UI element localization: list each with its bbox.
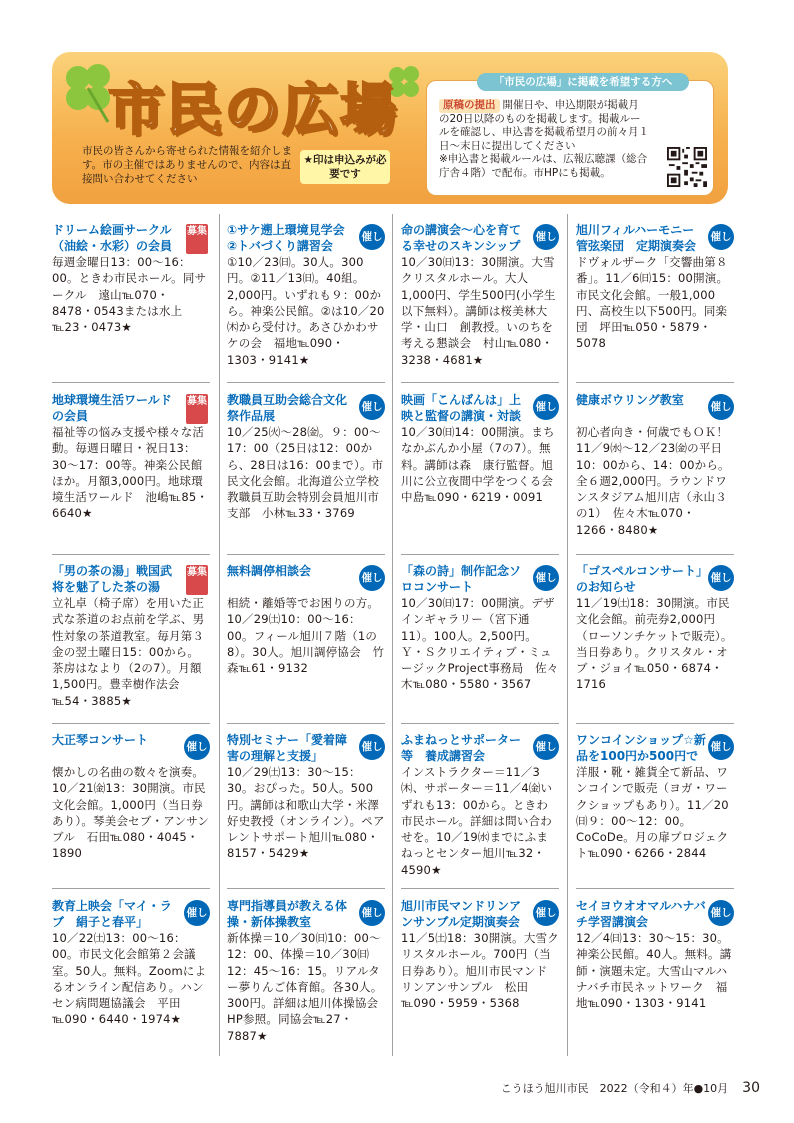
intro-text: 市民の皆さんから寄せられた情報を紹介します。市の主催ではありませんので、内容は直接問い合わせてください <box>82 145 292 185</box>
listing-title: 地球環境生活ワールドの会員 <box>52 393 172 423</box>
listing-item <box>576 392 734 538</box>
row-divider <box>576 382 734 383</box>
listing-item <box>52 732 210 862</box>
listing-body: 11／19㈯18：30開演。市民文化会館。前売券2,000円（ローソンチケットで販売）。当日券あり。クリスタル・オブ・ジョイ℡050・6874・1716 <box>576 596 733 692</box>
listing-item <box>52 898 210 1028</box>
event-badge: 催し <box>533 224 559 250</box>
listing-title: 「ゴスペルコンサート」のお知らせ <box>576 564 703 594</box>
event-badge: 催し <box>359 900 385 926</box>
column-divider <box>567 214 568 1056</box>
listing-title: 無料調停相談会 <box>227 564 312 578</box>
column-divider <box>219 214 220 1056</box>
listing-item <box>52 563 210 709</box>
submission-info-heading: 「市民の広場」に掲載を希望する方へ <box>477 73 689 91</box>
event-badge: 催し <box>533 734 559 760</box>
event-badge: 催し <box>708 394 734 420</box>
row-divider <box>401 888 559 889</box>
listing-item <box>227 222 385 368</box>
listing-item <box>401 392 565 505</box>
listing-item <box>401 563 559 693</box>
header-banner <box>52 52 728 204</box>
listing-body: 初心者向き・何歳でもＯＫ！11／9㈬～12／23㈮の平日10：00から、14：00から。全６週2,000円。ラウンドワンスタジアム旭川店（永山３の1） 佐々木℡070・1266・8480★ <box>576 425 730 537</box>
listing-body: 10／30㈰13：30開演。大雪クリスタルホール。大人1,000円、学生500円(小学生以下無料）。講師は桜美林大学・山口 創教授。いのちを考える懇談会 村山℡080・3238・4681★ <box>401 255 556 367</box>
row-divider <box>576 888 734 889</box>
listing-title: 命の講演会～心を育てる幸せのスキンシップ <box>401 223 522 253</box>
event-badge: 催し <box>708 900 734 926</box>
listing-title: 「森の詩」制作記念ソロコンサート <box>401 564 522 594</box>
listing-body: 相続・離婚等でお困りの方。10／29㈯10：00～16：00。フィール旭川７階（1の8）。30人。旭川調停協会 竹森℡61・9132 <box>227 596 385 676</box>
row-divider <box>52 723 210 724</box>
event-badge: 催し <box>533 565 559 591</box>
column-divider <box>392 214 393 1056</box>
listing-body: 新体操＝10／30㈰10：00～12：00、体操＝10／30㈰12：45～16：15。リアルター夢りんご体育館。各30人。300円。詳細は旭川体操協会HP参照。同協会℡27・7887★ <box>227 931 383 1043</box>
recruit-badge: 募集 <box>186 565 208 595</box>
row-divider <box>52 554 210 555</box>
listing-item <box>227 563 385 676</box>
page-footer <box>501 1080 760 1096</box>
listing-title: 専門指導員が教える体操・新体操教室 <box>227 899 348 929</box>
page-number: 30 <box>742 1080 760 1096</box>
listing-title: 旭川フィルハーモニー管弦楽団 定期演奏会 <box>576 223 697 253</box>
listing-item <box>52 392 210 522</box>
row-divider <box>576 554 734 555</box>
listing-body: ①10／23㈰。30人。300円。②11／13㈰。40組。2,000円。いずれも９：00から。神楽公民館。②は10／20㈭から受付け。あさひかわサケの会 福地℡090・1303・9141★ <box>227 255 385 367</box>
publication-info: こうほう旭川市民 2022（令和４）年●10月 <box>500 1082 729 1095</box>
event-badge: 催し <box>184 734 210 760</box>
listing-body: インストラクター＝11／3㈭、サポーター＝11／4㈮いずれも13：00から。ときわ市民ホール。詳細は問い合わせを。10／19㈬までにふまねっとセンター旭川℡32・4590★ <box>401 765 553 877</box>
listing-item <box>227 732 385 862</box>
event-badge: 催し <box>184 900 210 926</box>
listing-body: 福祉等の悩み支援や様々な活動。毎週日曜日・祝日13：30～17：00等。神楽公民館ほか。月額3,000円。地球環境生活ワールド 池嶋℡85・6640★ <box>52 425 209 521</box>
listing-title: 特別セミナー「愛着障害の理解と支援」 <box>227 733 348 763</box>
submission-note: ※申込書と掲載ルールは、広報広聴課（総合庁舎４階）で配布。市HPにも掲載。 <box>439 153 648 179</box>
event-badge: 催し <box>533 394 559 420</box>
listing-body: 10／29㈯13：30～15：30。おぴった。50人。500円。講師は和歌山大学・米澤好史教授（オンライン）。ペアレントサポート旭川℡080・8157・5429★ <box>227 765 385 861</box>
row-divider <box>227 723 385 724</box>
listing-title: 健康ボウリング教室 <box>576 393 684 407</box>
event-badge: 催し <box>708 224 734 250</box>
submission-info-text <box>439 99 649 180</box>
listing-body: 懐かしの名曲の数々を演奏。10／21㈮13：30開演。市民文化会館。1,000円（当日券あり）。琴美会セブ・アンサンブル 石田℡080・4045・1890 <box>52 765 210 861</box>
page-title: 市民の広場 <box>108 78 398 143</box>
row-divider <box>227 888 385 889</box>
listing-item <box>401 732 559 878</box>
row-divider <box>401 723 559 724</box>
listing-title: 教職員互助会総合文化祭作品展 <box>227 393 348 423</box>
listing-body: 立礼卓（椅子席）を用いた正式な茶道のお点前を学ぶ、男性対象の茶道教室。毎月第３金の翌土曜日15：00から。茶房はなより（2の7）。月額1,500円。豊幸樹作法会℡54・3885★ <box>52 596 205 708</box>
listing-body: 10／30㈰17：00開演。デザインギャラリー（宮下通11）。100人。2,500円。Ｙ・Ｓクリエイティブ・ミュージックProject事務局 佐々木℡080・5580・3567 <box>401 596 559 692</box>
listing-title: 大正琴コンサート <box>52 733 149 747</box>
reservation-note: ★印は申込みが必要です <box>300 150 390 184</box>
listing-body: 10／30㈰14：00開演。まちなかぶんか小屋（7の7）。無料。講師は森 康行監督。旭川に公立夜間中学をつくる会 中島℡090・6219・0091 <box>401 425 565 505</box>
listing-item <box>401 222 559 368</box>
listing-title: ドリーム絵画サークル（油絵・水彩）の会員 <box>52 223 173 253</box>
submission-body: 開催日や、申込期限が掲載月の20日以降のものを掲載します。掲載ルールを確認し、申込書を掲載希望月の前々月１日～末日に提出してください <box>439 99 649 152</box>
listing-title: ①サケ遡上環境見学会 ②トバづくり講習会 <box>227 223 357 253</box>
listing-item <box>52 222 210 335</box>
listing-title: ワンコインショップ☆新品を100円か500円で <box>576 733 706 763</box>
event-badge: 催し <box>359 394 385 420</box>
row-divider <box>52 888 210 889</box>
listing-item <box>576 732 734 862</box>
row-divider <box>576 723 734 724</box>
listing-body: 10／22㈯13：00～16：00。市民文化会館第２会議室。50人。無料。Zoomによるオンライン配信あり。ハンセン病問題協議会 平田℡090・6440・1974★ <box>52 931 207 1027</box>
listing-item <box>576 222 734 352</box>
listing-body: 12／4㈰13：30～15：30。神楽公民館。40人。無料。講師・演題未定。大雪山マルハナバチ市民ネットワーク 福地℡090・1303・9141 <box>576 931 732 1011</box>
listing-title: ふまねっとサポーター等 養成講習会 <box>401 733 522 763</box>
event-badge: 催し <box>708 734 734 760</box>
row-divider <box>227 382 385 383</box>
submission-tag: 原稿の提出 <box>439 99 500 113</box>
event-badge: 催し <box>359 734 385 760</box>
listing-title: セイヨウオオマルハナバチ学習講演会 <box>576 899 706 929</box>
row-divider <box>401 554 559 555</box>
recruit-badge: 募集 <box>186 394 208 424</box>
event-badge: 催し <box>533 900 559 926</box>
listing-title: 旭川市民マンドリンアンサンブル定期演奏会 <box>401 899 522 929</box>
row-divider <box>52 382 210 383</box>
listing-body: 毎週金曜日13：00～16：00。ときわ市民ホール。同サークル 遠山℡070・8478・0543または水上℡23・0473★ <box>52 255 207 335</box>
listing-title: 教育上映会「マイ・ラブ 絹子と春平」 <box>52 899 172 929</box>
listing-item <box>576 563 734 693</box>
listing-item <box>227 392 385 522</box>
recruit-badge: 募集 <box>186 224 208 254</box>
listing-item <box>576 898 734 1011</box>
listing-body: 洋服・靴・雑貨全て新品、ワンコインで販売（ヨガ・ワークショップもあり）。11／20㈰９：00～12：00。CoCoDe。月の扉プロジェクト℡090・6266・2844 <box>576 765 729 861</box>
listing-body: 10／25㈫～28㈮。９：00～17：00（25日は12：00から、28日は16：00まで）。市民文化会館。北海道公立学校教職員互助会特別会員旭川市支部 小林℡33・3769 <box>227 425 384 521</box>
qr-code-icon <box>667 147 707 187</box>
listing-body: ドヴォルザーク「交響曲第８番」。11／6㈰15：00開演。市民文化会館。一般1,000円、高校生以下500円。同楽団 坪田℡050・5879・5078 <box>576 255 729 351</box>
row-divider <box>401 382 559 383</box>
listing-title: 映画「こんばんは」上映と監督の講演・対談 <box>401 393 522 423</box>
listing-item <box>401 898 559 1011</box>
event-badge: 催し <box>359 565 385 591</box>
listing-body: 11／5㈯18：30開演。大雪クリスタルホール。700円（当日券あり）。旭川市民マンドリンアンサンブル 松田℡090・5959・5368 <box>401 931 559 1011</box>
event-badge: 催し <box>708 565 734 591</box>
listing-item <box>227 898 385 1044</box>
submission-info-panel <box>426 76 714 196</box>
row-divider <box>227 554 385 555</box>
event-badge: 催し <box>359 224 385 250</box>
listing-title: 「男の茶の湯」戦国武将を魅了した茶の湯 <box>52 564 173 594</box>
